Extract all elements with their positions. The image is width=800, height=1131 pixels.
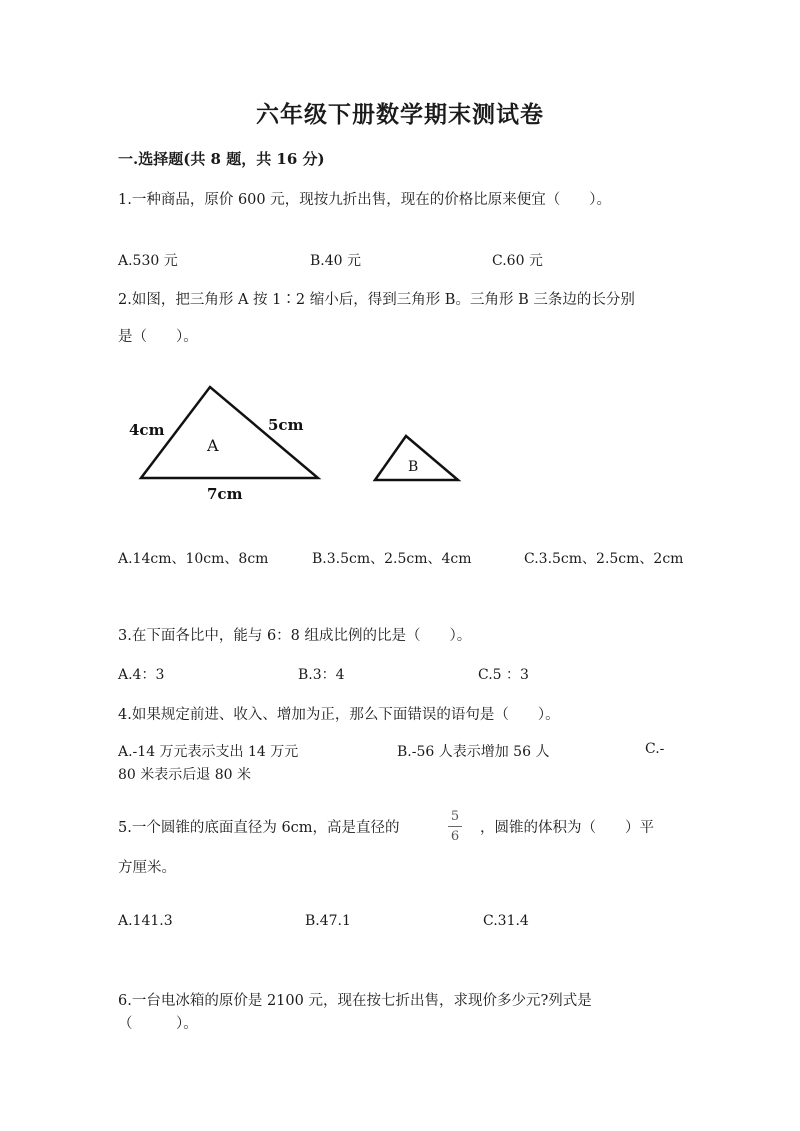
- question-2-option-b: B.3.5cm、2.5cm、4cm: [312, 551, 472, 567]
- question-5-stem-part2: ，圆锥的体积为（ ）平: [480, 820, 654, 836]
- question-5-option-c: C.31.4: [483, 913, 529, 929]
- triangle-a-base-label: 7cm: [207, 485, 243, 503]
- question-3-option-a: A.4：3: [118, 667, 165, 683]
- question-1-stem: 1.一种商品，原价 600 元，现按九折出售，现在的价格比原来便宜（ ）。: [118, 192, 611, 208]
- triangle-a-left-side-label: 4cm: [129, 421, 165, 439]
- fraction-numerator: 5: [450, 809, 460, 824]
- question-4-stem: 4.如果规定前进、收入、增加为正，那么下面错误的语句是（ ）。: [118, 707, 560, 723]
- question-5-stem-line2: 方厘米。: [118, 860, 176, 876]
- question-1-option-a: A.530 元: [118, 253, 178, 269]
- question-6-stem-line2: （ ）。: [118, 1016, 198, 1032]
- question-5-option-b: B.47.1: [305, 913, 351, 929]
- question-2-option-a: A.14cm、10cm、8cm: [118, 551, 269, 567]
- triangle-figure: [118, 378, 478, 508]
- triangle-a-label: A: [207, 436, 219, 455]
- question-5-stem-part1: 5.一个圆锥的底面直径为 6cm，高是直径的: [118, 820, 400, 836]
- triangle-b-label: B: [408, 459, 419, 475]
- question-4-option-c-continued: 80 米表示后退 80 米: [118, 767, 251, 783]
- question-6-stem-line1: 6.一台电冰箱的原价是 2100 元，现在按七折出售，求现价多少元?列式是: [118, 993, 592, 1009]
- question-1-option-b: B.40 元: [310, 253, 362, 269]
- question-1-option-c: C.60 元: [492, 253, 543, 269]
- question-3-option-c: C.5 ：3: [478, 667, 529, 683]
- fraction-denominator: 6: [450, 829, 460, 844]
- question-5-option-a: A.141.3: [118, 913, 173, 929]
- question-2-stem-line2: 是（ ）。: [118, 329, 198, 345]
- question-4-option-b: B.-56 人表示增加 56 人: [397, 744, 550, 760]
- page-title: 六年级下册数学期末测试卷: [256, 101, 544, 128]
- fraction-five-sixths: [444, 810, 466, 843]
- question-3-option-b: B.3：4: [298, 667, 345, 683]
- question-2-stem-line1: 2.如图，把三角形 A 按 1∶2 缩小后，得到三角形 B。三角形 B 三条边的长分别: [118, 292, 635, 308]
- section-heading: 一.选择题(共 8 题，共 16 分): [118, 150, 325, 168]
- question-4-option-a: A.-14 万元表示支出 14 万元: [118, 744, 299, 760]
- question-3-stem: 3.在下面各比中，能与 6：8 组成比例的比是（ ）。: [118, 628, 472, 644]
- triangle-a-right-side-label: 5cm: [268, 416, 304, 434]
- question-2-option-c: C.3.5cm、2.5cm、2cm: [524, 551, 684, 567]
- question-4-option-c: C.-: [645, 741, 665, 757]
